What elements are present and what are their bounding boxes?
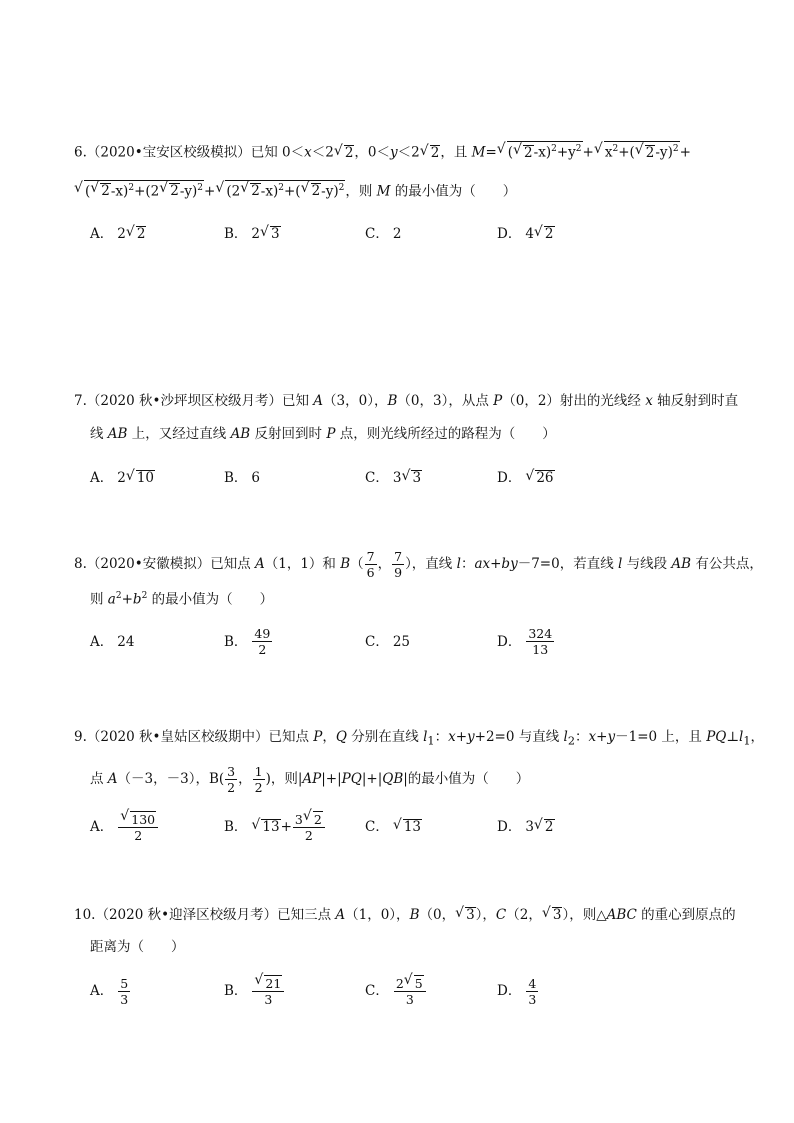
choice-b[interactable]: B． 6 <box>224 470 261 486</box>
question-6 <box>74 141 734 252</box>
choice-a[interactable]: A． 24 <box>90 633 135 650</box>
choice-b[interactable]: B． √ 13 + $\frac{3√ 2}{2}$ <box>224 809 326 845</box>
choice-c[interactable]: C． 2 <box>365 226 402 242</box>
choice-d[interactable]: D． 3 √ 2 <box>497 809 555 845</box>
choice-c[interactable]: C． 25 <box>365 633 411 650</box>
choice-d[interactable]: D． √ 26 <box>497 460 555 496</box>
question-9-stem-line-2: 点 A（－3，－3），B( $\frac{3}{2}$ ， $\frac{1}{2}$ )，则|AP|+|PQ|+|QB|的最小值为（ ） <box>90 763 530 795</box>
question-9-choices <box>90 809 734 845</box>
choice-a[interactable]: A． 2 √ 10 <box>90 460 155 496</box>
choice-b[interactable]: B． $\frac{49}{2}$ <box>224 626 271 657</box>
choice-d[interactable]: D． 4 √ 2 <box>497 216 555 252</box>
choice-c[interactable]: C． $\frac{2√ 5}{3}$ <box>365 973 427 1009</box>
question-8-stem-line-2: 则 $a^2+b^2$ 的最小值为（ ） <box>90 591 274 608</box>
choice-d[interactable]: D． $\frac{324}{13}$ <box>497 626 553 657</box>
question-6-choices <box>90 216 734 252</box>
choice-d[interactable]: D． $\frac{4}{3}$ <box>497 975 537 1007</box>
question-7-choices <box>90 460 734 496</box>
choice-b[interactable]: B． √ $\frac{21}{3}$ <box>224 973 285 1009</box>
question-9 <box>74 727 765 845</box>
choice-c[interactable]: C． 3 √ 3 <box>365 460 422 496</box>
question-7 <box>74 391 739 496</box>
question-6-stem-line-1: 6.（2020•宝安区校级模拟）已知 0＜x＜2√ 2，0＜y＜2√ 2，且 M=√ (√ $2-x)^2+y^2+√$ $x^2+(√$ 2-y)$^2$+ <box>74 141 734 163</box>
choice-a[interactable]: A． $\frac{5}{3}$ <box>90 975 129 1007</box>
question-10 <box>74 905 734 1009</box>
question-9-stem-line-1: 9.（2020 秋•皇姑区校级期中）已知点 P，Q 分别在直线 $l_1$：x+y+2=0 与直线 $l_2$：x+y－1=0 上，且 $PQ\perp l_1$， <box>74 729 765 748</box>
question-7-stem-line-1: 7.（2020 秋•沙坪坝区校级月考）已知 A（3，0），B（0，3），从点 P（0，2）射出的光线经 x 轴反射到时直 <box>74 393 739 409</box>
question-10-stem-line-2: 距离为（ ） <box>90 939 185 955</box>
choice-b[interactable]: B． 2 √ 3 <box>224 216 281 252</box>
question-8-choices <box>90 624 734 660</box>
question-6-stem-line-2: √ (√ 2-x)$^2$+(2√ 2-y)$^2$+√ (2√ 2-x)$^2$+(√ 2-y)$^2$，则 M 的最小值为（ ） <box>74 180 734 202</box>
question-10-stem-line-1: 10.（2020 秋•迎泽区校级月考）已知三点 A（1，0），B（0，√ 3），C（2，√ 3），则△ABC 的重心到原点的 <box>74 905 734 925</box>
question-10-choices <box>90 973 734 1009</box>
question-8 <box>74 549 763 660</box>
choice-a[interactable]: A． 2 √ 2 <box>90 216 146 252</box>
question-7-stem-line-2: 线 AB 上，又经过直线 AB 反射回到时 P 点，则光线所经过的路程为（ ） <box>90 426 556 442</box>
choice-c[interactable]: C． √ 13 <box>365 809 422 845</box>
question-8-stem-line-1: 8.（2020•安徽模拟）已知点 A（1，1）和 B（ $\frac{7}{6}$ ， $\frac{7}{9}$ ），直线 l：ax+by－7=0，若直线 l 与线段 AB 有公共点， <box>74 549 763 580</box>
choice-a[interactable]: A． √ $\frac{130}{2}$ <box>90 809 159 845</box>
